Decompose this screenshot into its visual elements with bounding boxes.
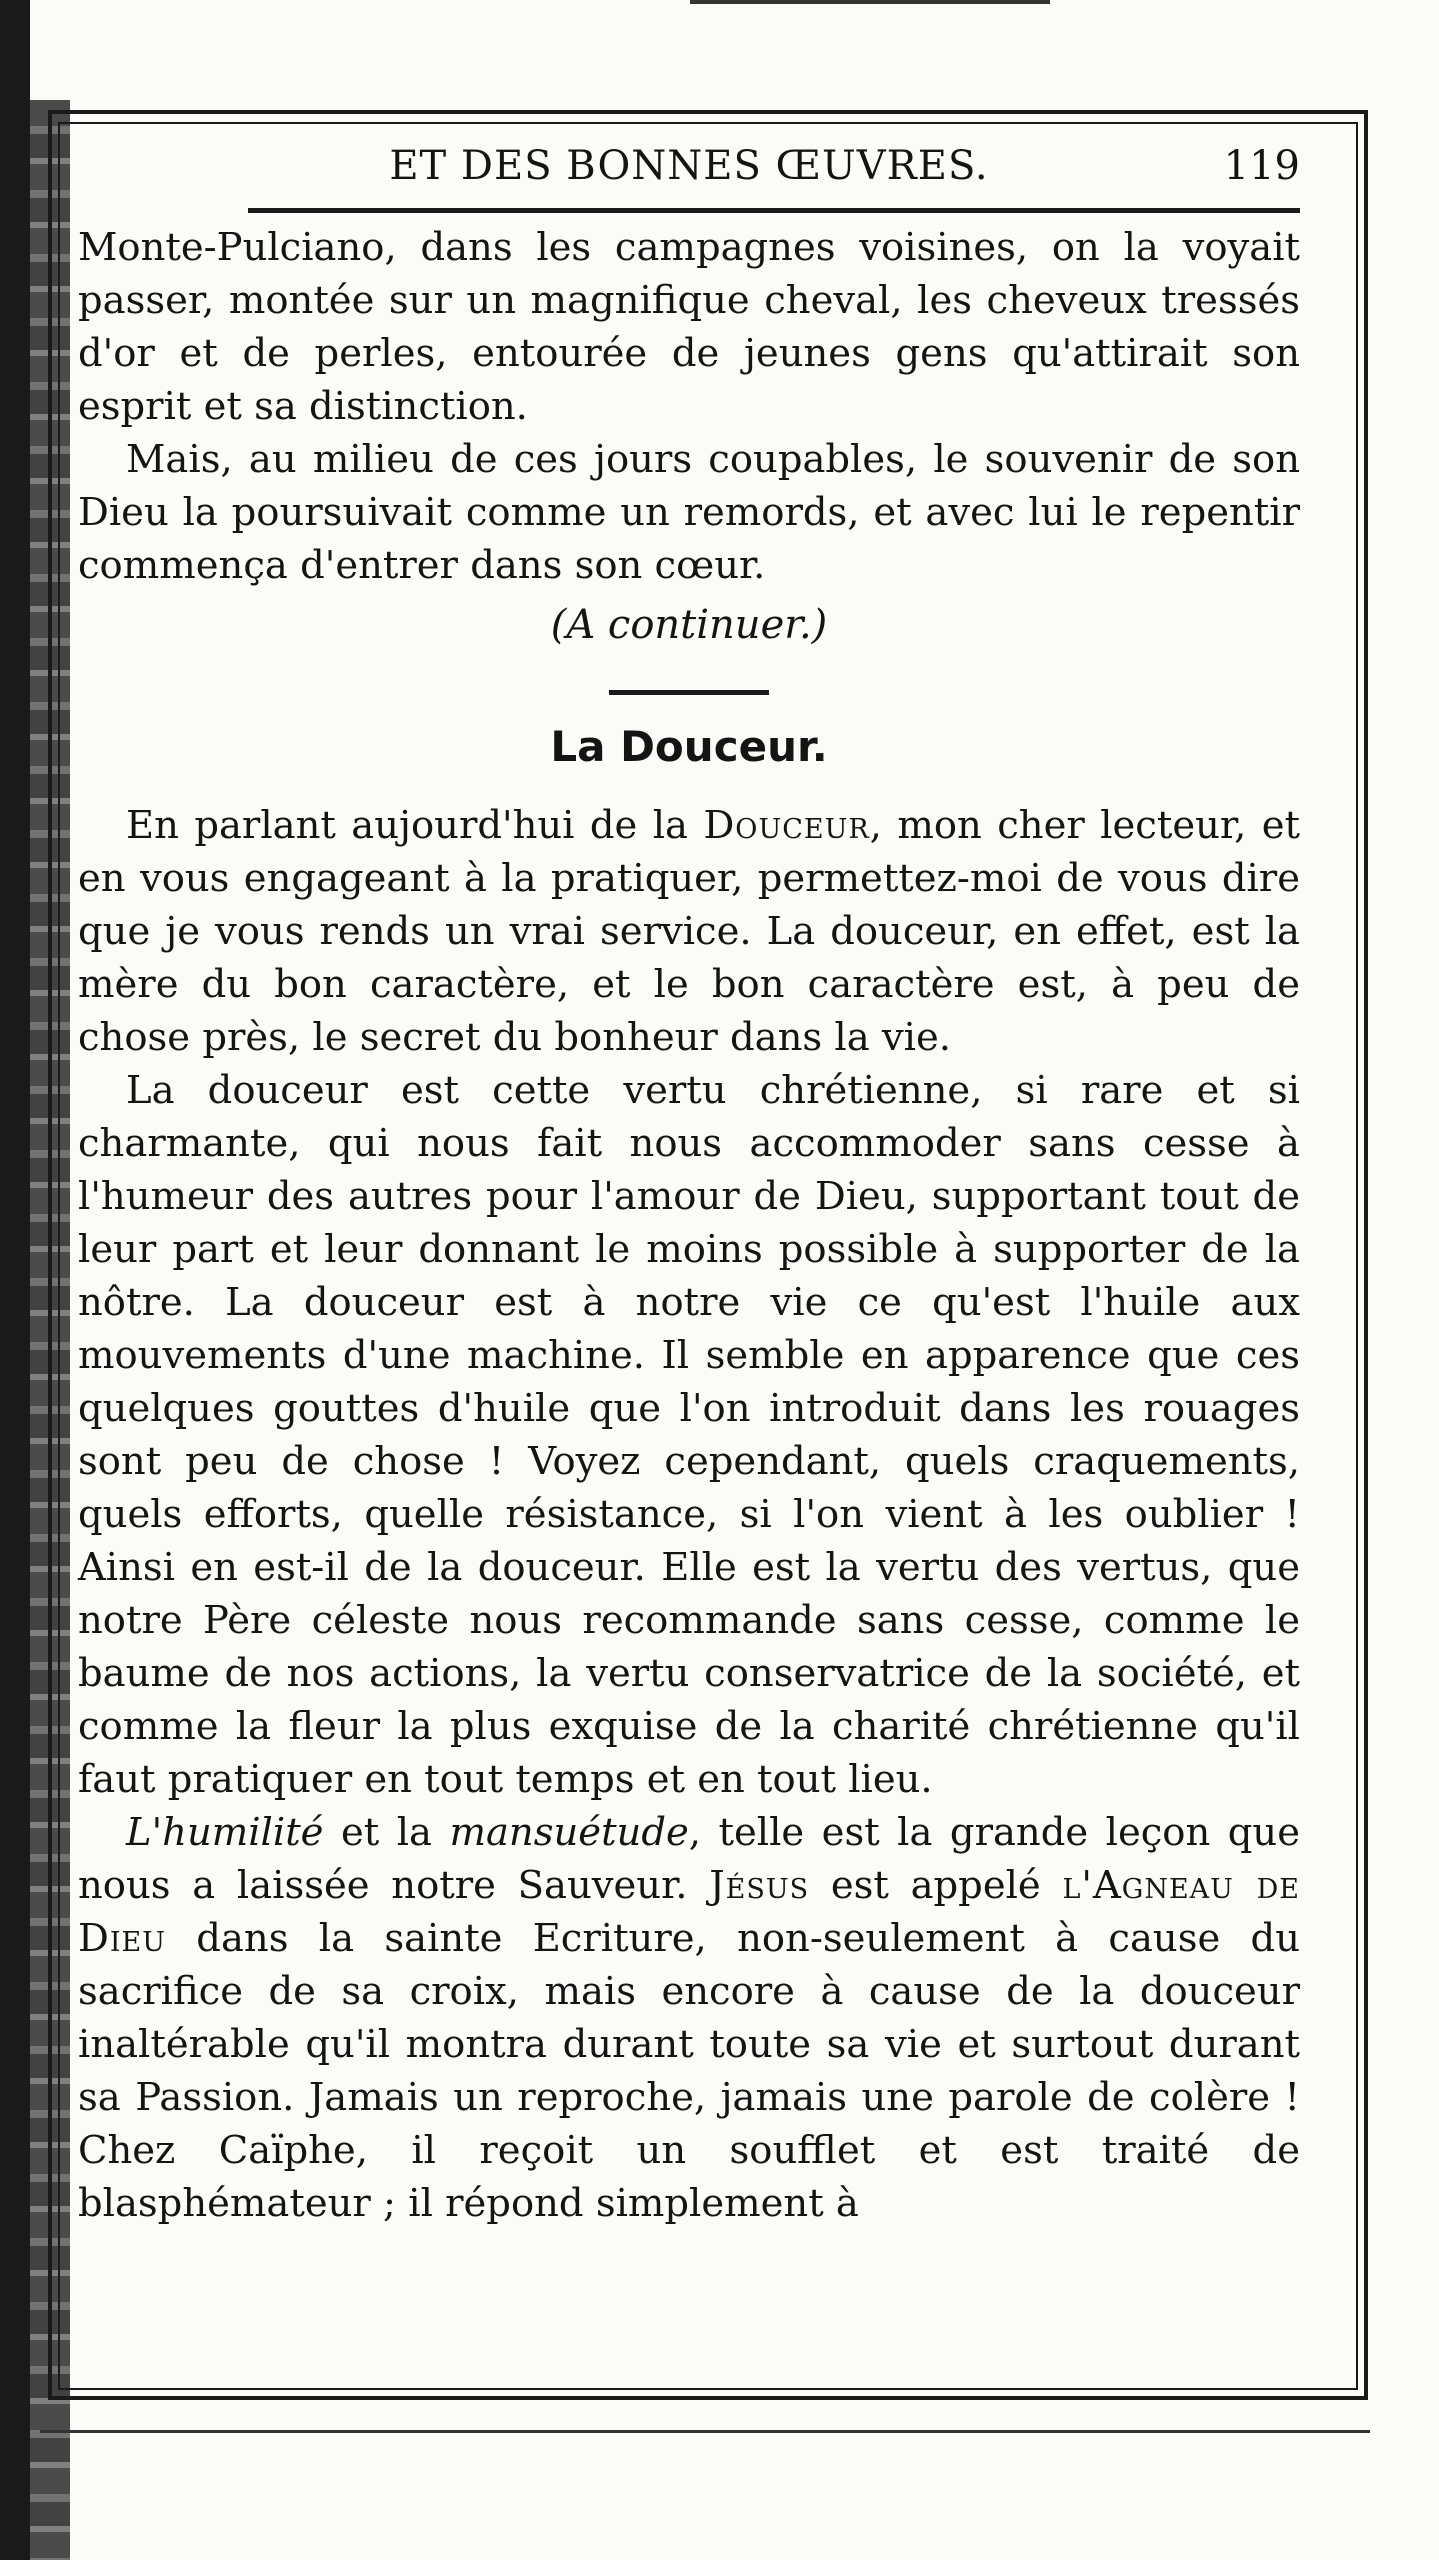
section-separator — [609, 690, 769, 695]
paragraph: Mais, au milieu de ces jours coupables, le souvenir de son Dieu la poursuivait comme un remords, et avec lui le repentir commença d'entrer dans son cœur. — [78, 437, 1300, 588]
page-content — [78, 140, 1300, 2230]
italic-term: L'humilité — [126, 1810, 324, 1855]
to-be-continued: (A continuer.) — [550, 602, 828, 648]
top-edge-rule — [690, 0, 1050, 4]
header-rule — [248, 208, 1300, 213]
text-run: , mon cher lecteur, et en vous engageant à la pratiquer, permettez-moi de vous dire que je vous rends un vrai service. La douceur, en effet, est la mère du bon caractère, et le bon caractère est, à peu de chose près, le secret du bonheur dans la vie. — [78, 803, 1300, 1060]
paragraph — [78, 799, 1300, 1064]
small-caps-term: l'Agneau de Dieu — [78, 1863, 1300, 1961]
paragraph — [78, 1806, 1300, 2230]
continued-text — [78, 221, 1300, 592]
text-run: En parlant aujourd'hui de la — [126, 803, 704, 848]
text-run: et la — [323, 1810, 450, 1855]
italic-term: mansuétude — [449, 1810, 689, 1855]
text-run: dans la sainte Ecriture, non-seulement à cause du sacrifice de sa croix, mais encore à cause de la douceur inaltérable qu'il montra durant toute sa vie et surtout durant sa Passion. Jamais un reproche, jamais une parole de colère ! Chez Caïphe, il reçoit un soufflet et est traité de blasphémateur ; il répond simplement à — [78, 1916, 1300, 2226]
section-body — [78, 799, 1300, 2230]
paragraph: Monte-Pulciano, dans les campagnes voisines, on la voyait passer, montée sur un magnifique cheval, les cheveux tressés d'or et de perles, entourée de jeunes gens qu'attirait son esprit et sa distinction. — [78, 225, 1300, 429]
bottom-edge-rule — [40, 2430, 1370, 2433]
small-caps-term: Jésus — [709, 1863, 810, 1908]
text-run: , telle est la grande leçon que nous a laissée notre Sauveur. — [78, 1810, 1300, 1908]
section-title: La Douceur. — [550, 722, 828, 771]
small-caps-term: Douceur — [703, 803, 870, 848]
text-run: est appelé — [809, 1863, 1063, 1908]
running-title: ET DES BONNES ŒUVRES. — [389, 143, 989, 189]
binding-edge — [0, 0, 30, 2560]
page-number: 119 — [1223, 143, 1300, 189]
running-head — [78, 140, 1300, 192]
paragraph: La douceur est cette vertu chrétienne, si rare et si charmante, qui nous fait nous accommoder sans cesse à l'humeur des autres pour l'amour de Dieu, supportant tout de leur part et leur donnant le moins possible à supporter de la nôtre. La douceur est à notre vie ce qu'est l'huile aux mouvements d'une machine. Il semble en apparence que ces quelques gouttes d'huile que l'on introduit dans les rouages sont peu de chose ! Voyez cependant, quels craquements, quels efforts, quelle résistance, si l'on vient à les oublier ! Ainsi en est-il de la douceur. Elle est la vertu des vertus, que notre Père céleste nous recommande sans cesse, comme le baume de nos actions, la vertu conservatrice de la société, et comme la fleur la plus exquise de la charité chrétienne qu'il faut pratiquer en tout temps et en tout lieu. — [78, 1068, 1300, 1802]
